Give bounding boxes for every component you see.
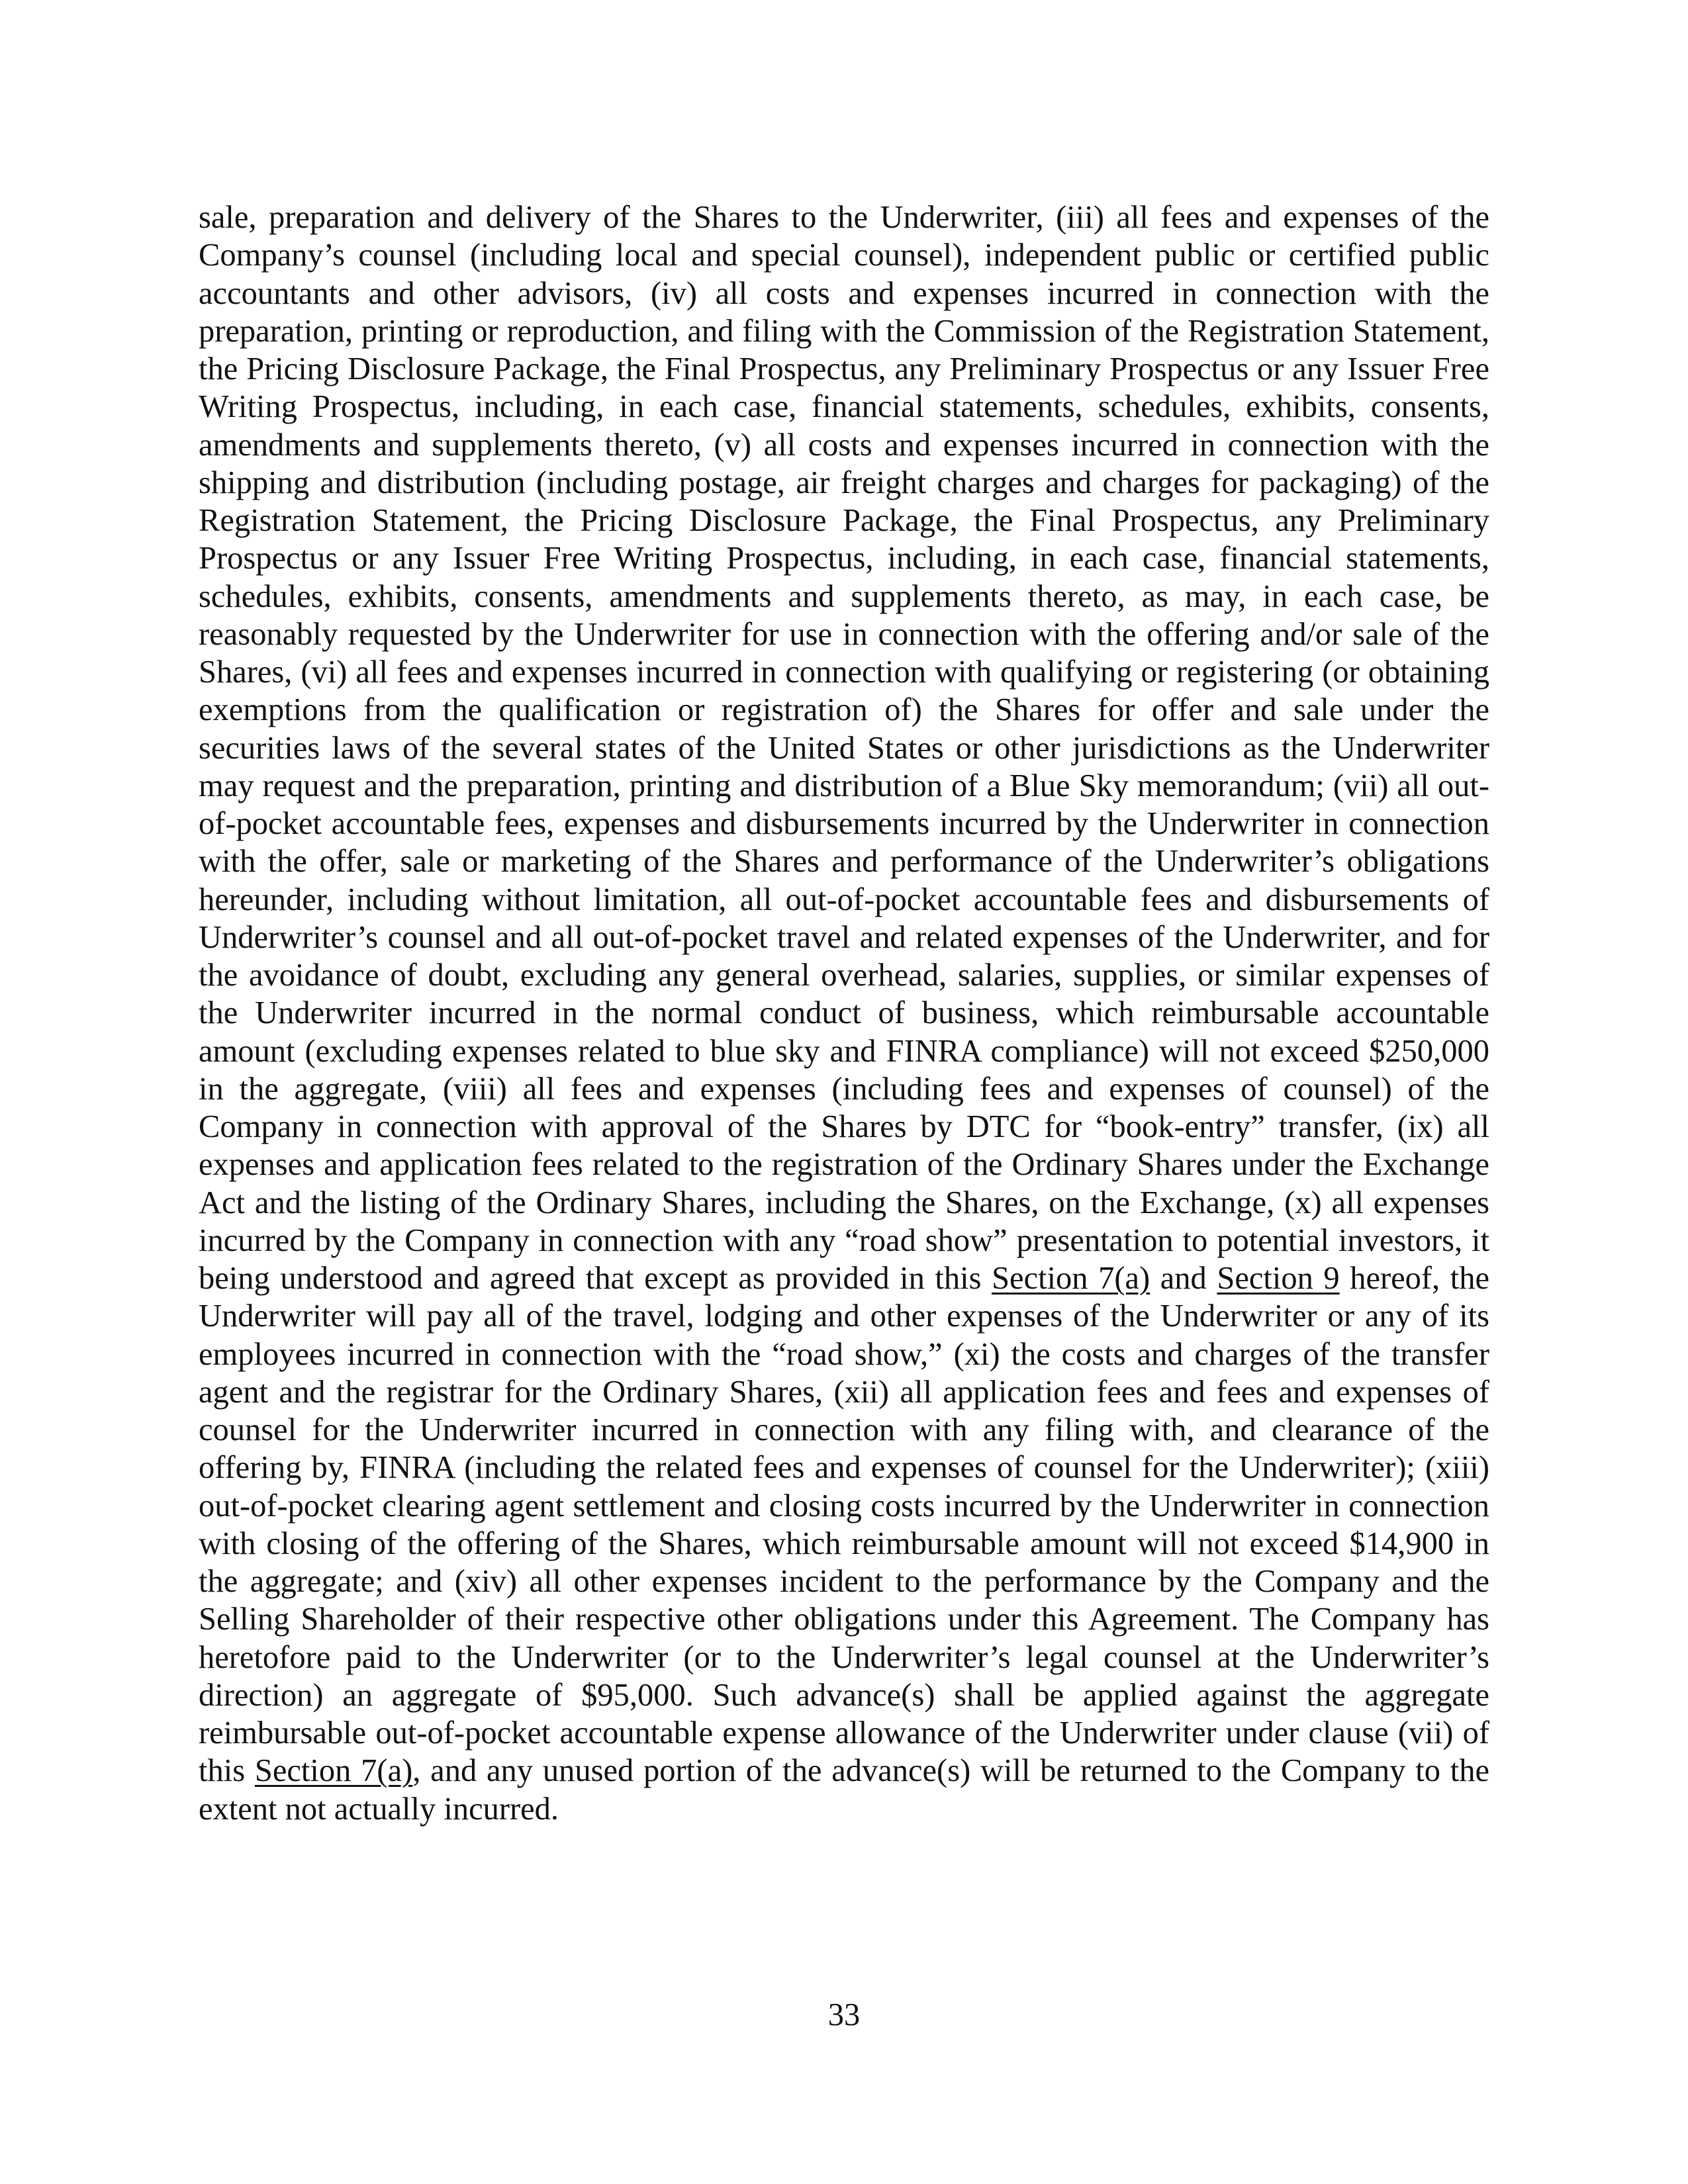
page-number: 33 xyxy=(827,1997,861,2032)
paragraph-text-segment: sale, preparation and delivery of the Shares to the Underwriter, (iii) all fees and expenses of the Company’s counsel (including local and special counsel), independent public or certified public accountants and other advisors, (iv) all costs and expenses incurred in connection with the preparation, printing or reproduction, and filing with the Commission of the Registration Statement, the Pricing Disclosure Package, the Final Prospectus, any Preliminary Prospectus or any Issuer Free Writing Prospectus, including, in each case, financial statements, schedules, exhibits, consents, amendments and supplements thereto, (v) all costs and expenses incurred in connection with the shipping and distribution (including postage, air freight charges and charges for packaging) of the Registration Statement, the Pricing Disclosure Package, the Final Prospectus, any Preliminary Prospectus or any Issuer Free Writing Prospectus, including, in each case, financial statements, schedules, exhibits, consents, amendments and supplements thereto, as may, in each case, be reasonably requested by the Underwriter for use in connection with the offering and/or sale of the Shares, (vi) all fees and expenses incurred in connection with qualifying or registering (or obtaining exemptions from the qualification or registration of) the Shares for offer and sale under the securities laws of the several states of the United States or other jurisdictions as the Underwriter may request and the preparation, printing and distribution of a Blue Sky memorandum; (vii) all out-of-pocket accountable fees, expenses and disbursements incurred by the Underwriter in connection with the offer, sale or marketing of the Shares and performance of the Underwriter’s obligations hereunder, including without limitation, all out-of-pocket accountable fees and disbursements of Underwriter’s counsel and all out-of-pocket travel and related expenses of the Underwriter, and for the avoidance of doubt, excluding any general overhead, salaries, supplies, or similar expenses of the Underwriter incurred in the normal conduct of business, which reimbursable accountable amount (excluding expenses related to blue sky and FINRA compliance) will not exceed $250,000 in the aggregate, (viii) all fees and expenses (including fees and expenses of counsel) of the Company in connection with approval of the Shares by DTC for “book-entry” transfer, (ix) all expenses and application fees related to the registration of the Ordinary Shares under the Exchange Act and the listing of the Ordinary Shares, including the Shares, on the Exchange, (x) all expenses incurred by the Company in connection with any “road show” presentation to potential investors, it being understood and agreed that except as provided in this xyxy=(199,200,1489,1296)
paragraph-text-segment: hereof, the Underwriter will pay all of the travel, lodging and other expenses of the Underwriter or any of its employees incurred in connection with the “road show,” (xi) the costs and charges of the transfer agent and the registrar for the Ordinary Shares, (xii) all application fees and fees and expenses of counsel for the Underwriter incurred in connection with any filing with, and clearance of the offering by, FINRA (including the related fees and expenses of counsel for the Underwriter); (xiii) out-of-pocket clearing agent settlement and closing costs incurred by the Underwriter in connection with closing of the offering of the Shares, which reimbursable amount will not exceed $14,900 in the aggregate; and (xiv) all other expenses incident to the performance by the Company and the Selling Shareholder of their respective other obligations under this Agreement. The Company has heretofore paid to the Underwriter (or to the Underwriter’s legal counsel at the Underwriter’s direction) an aggregate of $95,000. Such advance(s) shall be applied against the aggregate reimbursable out-of-pocket accountable expense allowance of the Underwriter under clause (vii) of this xyxy=(199,1261,1489,1789)
section-9-reference: Section 9 xyxy=(1217,1261,1340,1296)
section-7a-reference: Section 7(a) xyxy=(992,1261,1150,1296)
paragraph-text-segment: and xyxy=(1150,1261,1217,1296)
body-paragraph xyxy=(199,199,1489,1828)
paragraph-text-segment: , and any unused portion of the advance(s) will be returned to the Company to the extent not actually incurred. xyxy=(199,1753,1489,1827)
section-7a-reference: Section 7(a) xyxy=(254,1753,413,1789)
